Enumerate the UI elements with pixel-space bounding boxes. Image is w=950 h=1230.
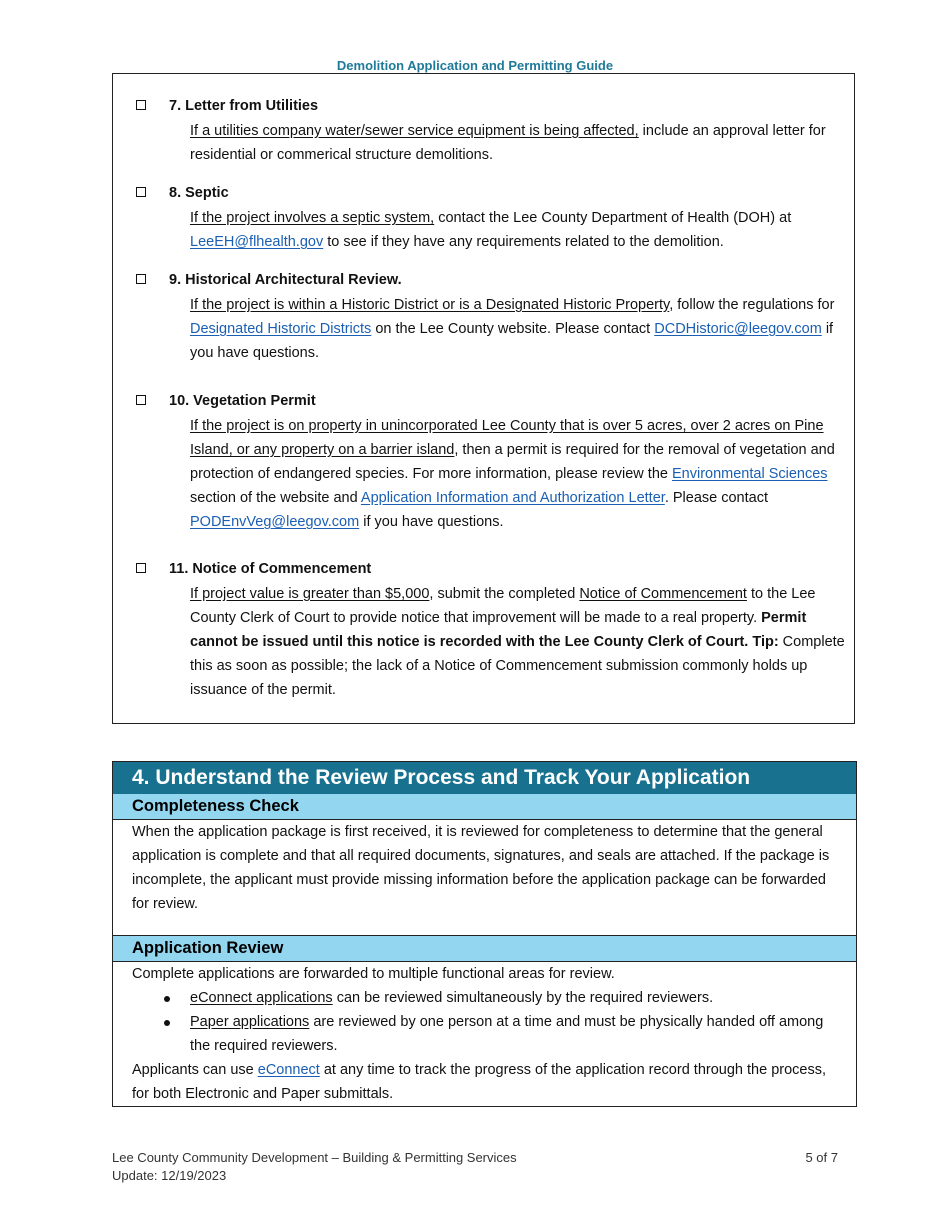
email-link-podenvveg[interactable]: PODEnvVeg@leegov.com — [190, 514, 360, 530]
review-bullets — [113, 986, 856, 1058]
bullet-text: are reviewed by one person at a time and must be physically handed off among the required reviewers. — [190, 1014, 824, 1054]
bullet-item — [113, 986, 856, 1010]
page-footer — [112, 1149, 838, 1185]
bullet-item — [113, 1010, 856, 1058]
footer-org: Lee County Community Development – Building & Permitting Services — [112, 1150, 517, 1165]
subsection-heading-completeness: Completeness Check — [113, 794, 856, 820]
subsection-heading-application-review: Application Review — [113, 935, 856, 962]
bullet-icon — [164, 996, 170, 1002]
link-environmental-sciences[interactable]: Environmental Sciences — [671, 466, 828, 482]
body-text: contact the Lee County Department of Health (DOH) at — [434, 210, 792, 226]
body-text: to the Lee County Clerk of Court to provide notice that improvement will be made to a real property. — [190, 586, 816, 626]
item-title: 11. Notice of Commencement — [169, 561, 372, 577]
item-body — [190, 206, 845, 254]
checkbox-icon[interactable] — [136, 563, 146, 573]
condition-text: If the project is on property in unincorporated Lee County that is over 5 acres, over 2 acres on Pine Island, or any property on a barrier island — [190, 418, 824, 458]
body-text: on the Lee County website. Please contact — [371, 321, 655, 337]
link-econnect[interactable]: eConnect — [257, 1062, 320, 1078]
bullet-text: can be reviewed simultaneously by the required reviewers. — [332, 990, 714, 1006]
bullet-label: eConnect applications — [190, 990, 333, 1006]
item-body — [190, 582, 845, 702]
body-text: . Please contact — [664, 490, 768, 506]
body-text: Applicants can use — [132, 1062, 258, 1078]
body-text: , follow the regulations for — [669, 297, 835, 313]
item-title: 8. Septic — [169, 185, 229, 201]
body-text: , then a permit is required for the removal of vegetation and protection of endangered species. For more information, please review the — [190, 442, 835, 482]
bullet-label: Paper applications — [190, 1014, 310, 1030]
body-text: if you have questions. — [359, 514, 504, 530]
body-text: Complete this as soon as possible; the lack of a Notice of Commencement submission commonly holds up issuance of the permit. — [190, 634, 845, 698]
item-title: 9. Historical Architectural Review. — [169, 272, 402, 288]
email-link-dcdhistoric[interactable]: DCDHistoric@leegov.com — [654, 321, 822, 337]
condition-text: If the project is within a Historic District or is a Designated Historic Property — [190, 297, 670, 313]
checklist-box — [112, 73, 855, 724]
body-text: if you have questions. — [190, 321, 834, 361]
review-process-section — [112, 761, 857, 1107]
link-application-information-letter[interactable]: Application Information and Authorization Letter — [360, 490, 665, 506]
warning-text: Permit cannot be issued until this notice is recorded with the Lee County Clerk of Court. Tip: — [190, 610, 807, 650]
checkbox-icon[interactable] — [136, 274, 146, 284]
application-review-intro: Complete applications are forwarded to multiple functional areas for review. — [132, 966, 615, 982]
condition-text: If project value is greater than $5,000 — [190, 586, 430, 602]
checkbox-icon[interactable] — [136, 187, 146, 197]
checkbox-icon[interactable] — [136, 100, 146, 110]
body-text: section of the website and — [190, 490, 361, 506]
running-header: Demolition Application and Permitting Guide — [336, 58, 614, 73]
footer-update-date: Update: 12/19/2023 — [112, 1168, 227, 1183]
body-text: to see if they have any requirements related to the demolition. — [323, 234, 724, 250]
checkbox-icon[interactable] — [136, 395, 146, 405]
condition-text: If a utilities company water/sewer service equipment is being affected, — [190, 123, 639, 139]
page-number: 5 of 7 — [805, 1150, 838, 1165]
bullet-icon — [164, 1020, 170, 1026]
item-title: 10. Vegetation Permit — [169, 393, 316, 409]
item-title: 7. Letter from Utilities — [169, 98, 319, 114]
completeness-text: When the application package is first received, it is reviewed for completeness to determine that the general application is complete and that all required documents, signatures, and seals are attached. If the package is incomplete, the applicant must provide missing information before the application package can be forwarded for review. — [132, 824, 830, 912]
item-body — [190, 119, 845, 167]
link-designated-historic-districts[interactable]: Designated Historic Districts — [190, 321, 372, 337]
item-body — [190, 293, 845, 365]
notice-of-commencement-text: Notice of Commencement — [579, 586, 747, 602]
application-review-outro — [113, 1058, 856, 1106]
condition-text: If the project involves a septic system, — [190, 210, 435, 226]
body-text: include an approval letter for residential or commerical structure demolitions. — [190, 123, 826, 163]
section-heading: 4. Understand the Review Process and Track Your Application — [113, 762, 856, 794]
body-text: at any time to track the progress of the application record through the process, for both Electronic and Paper submittals. — [132, 1062, 826, 1102]
item-body — [190, 414, 845, 534]
body-text: , submit the completed — [429, 586, 580, 602]
email-link-leeeh[interactable]: LeeEH@flhealth.gov — [190, 234, 324, 250]
